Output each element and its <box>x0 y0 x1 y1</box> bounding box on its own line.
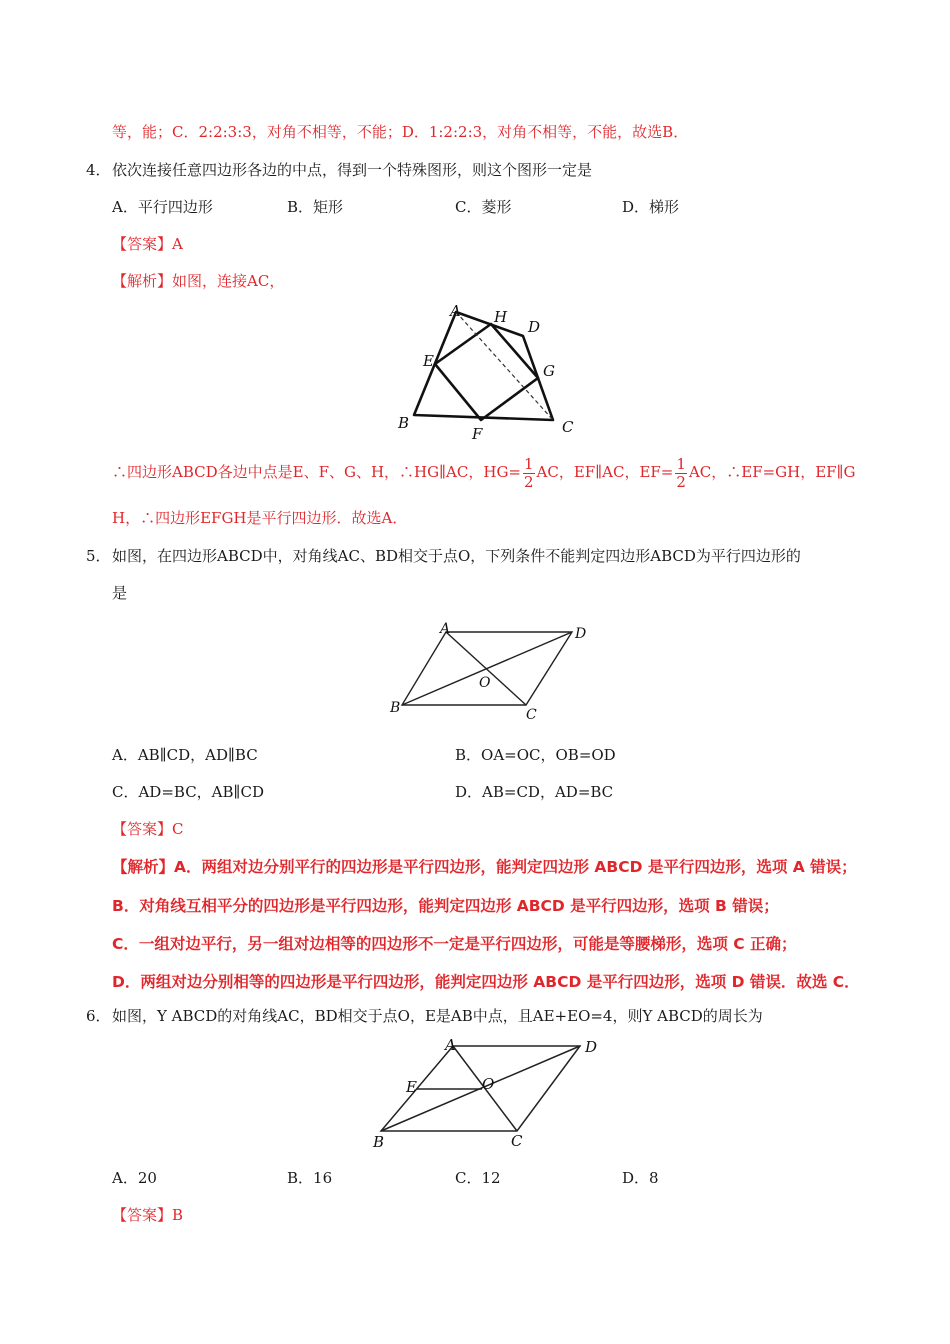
q5-option-b: B．OA=OC，OB=OD <box>455 746 616 764</box>
label-c: C <box>562 418 574 436</box>
label-e: E <box>423 352 434 370</box>
analysis-text: A．两组对边分别平行的四边形是平行四边形，能判定四边形 ABCD 是平行四边形，选项 A 错误； <box>174 858 857 876</box>
q5-analysis-line2: B．对角线互相平分的四边形是平行四边形，能判定四边形 ABCD 是平行四边形，选项 B 错误； <box>112 897 779 915</box>
analysis-lead-text: 如图，连接AC， <box>172 272 285 290</box>
q4-solution-line2: H，∴四边形EFGH是平行四边形．故选A． <box>112 509 408 527</box>
q4-stem: 依次连接任意四边形各边的中点，得到一个特殊图形，则这个图形一定是 <box>112 161 593 179</box>
sol1-part-b: AC，EF∥AC，EF= <box>536 463 674 481</box>
q6-option-c: C．12 <box>455 1169 501 1187</box>
q4-option-a: A．平行四边形 <box>112 198 213 216</box>
q5-figure-parallelogram <box>380 618 600 728</box>
q4-solution-line1 <box>112 452 856 492</box>
q4-answer <box>112 234 183 254</box>
answer-tag: 【答案】 <box>112 820 173 838</box>
q5-answer <box>112 819 184 839</box>
q6-figure-parallelogram <box>365 1036 605 1156</box>
q6-option-d: D．8 <box>622 1169 659 1187</box>
q5-stem-line2: 是 <box>112 584 128 602</box>
answer-value: B <box>172 1206 184 1224</box>
q3-solution-tail: 等，能；C．2:2:3:3，对角不相等，不能；D．1:2:2:3，对角不相等，不能，故选B． <box>112 123 689 141</box>
answer-tag: 【答案】 <box>112 235 173 253</box>
label-d: D <box>585 1038 598 1056</box>
analysis-tag: 【解析】 <box>112 272 173 290</box>
analysis-tag: 【解析】 <box>112 858 175 876</box>
q5-number: 5． <box>86 547 111 565</box>
label-a: A <box>445 1036 456 1054</box>
answer-value: A <box>172 235 183 253</box>
q5-option-c: C．AD=BC，AB∥CD <box>112 783 264 801</box>
q4-option-d: D．梯形 <box>622 198 680 216</box>
sol1-part-c: AC，∴EF=GH，EF∥G <box>688 463 856 481</box>
label-c: C <box>526 707 537 723</box>
label-d: D <box>575 626 587 642</box>
label-g: G <box>543 362 555 380</box>
fraction-half-2 <box>675 456 687 491</box>
label-a: A <box>450 302 461 320</box>
q5-stem-line1: 如图，在四边形ABCD中，对角线AC、BD相交于点O，下列条件不能判定四边形ABCD为平行四边形的 <box>112 547 801 565</box>
q6-option-a: A．20 <box>112 1169 157 1187</box>
q6-number: 6． <box>86 1007 111 1025</box>
q5-analysis-line1 <box>112 857 857 877</box>
q5-option-d: D．AB=CD，AD=BC <box>455 783 614 801</box>
q5-analysis-line3: C．一组对边平行，另一组对边相等的四边形不一定是平行四边形，可能是等腰梯形，选项 C 正确； <box>112 935 797 953</box>
frac-num: 1 <box>676 454 686 473</box>
frac-den: 2 <box>524 472 534 491</box>
q6-stem: 如图，Y ABCD的对角线AC，BD相交于点O，E是AB中点，且AE+EO=4，则Y ABCD的周长为 <box>112 1007 763 1025</box>
q5-analysis-line4: D．两组对边分别相等的四边形是平行四边形，能判定四边形 ABCD 是平行四边形，选项 D 错误．故选 C． <box>112 973 860 991</box>
fraction-half-1 <box>523 456 535 491</box>
q4-analysis-lead <box>112 271 284 291</box>
label-e: E <box>406 1078 417 1096</box>
label-b: B <box>390 700 401 716</box>
diagonal-bd <box>402 632 572 705</box>
label-o: O <box>479 675 491 691</box>
q4-option-c: C．菱形 <box>455 198 512 216</box>
frac-den: 2 <box>676 472 686 491</box>
q5-option-a: A．AB∥CD，AD∥BC <box>112 746 258 764</box>
label-o: O <box>482 1075 495 1093</box>
answer-value: C <box>172 820 184 838</box>
label-d: D <box>528 318 541 336</box>
label-b: B <box>398 414 410 432</box>
q6-option-b: B．16 <box>287 1169 333 1187</box>
answer-tag: 【答案】 <box>112 1206 173 1224</box>
q4-option-b: B．矩形 <box>287 198 344 216</box>
q4-figure-quadrilateral <box>390 300 590 445</box>
label-h: H <box>494 308 508 326</box>
label-c: C <box>511 1132 523 1150</box>
sol1-part-a: ∴四边形ABCD各边中点是E、F、G、H，∴HG∥AC，HG= <box>112 463 521 481</box>
label-f: F <box>472 425 483 443</box>
q4-number: 4． <box>86 161 111 179</box>
frac-num: 1 <box>524 454 534 473</box>
q6-answer <box>112 1205 183 1225</box>
label-a: A <box>440 621 451 637</box>
label-b: B <box>373 1133 385 1151</box>
